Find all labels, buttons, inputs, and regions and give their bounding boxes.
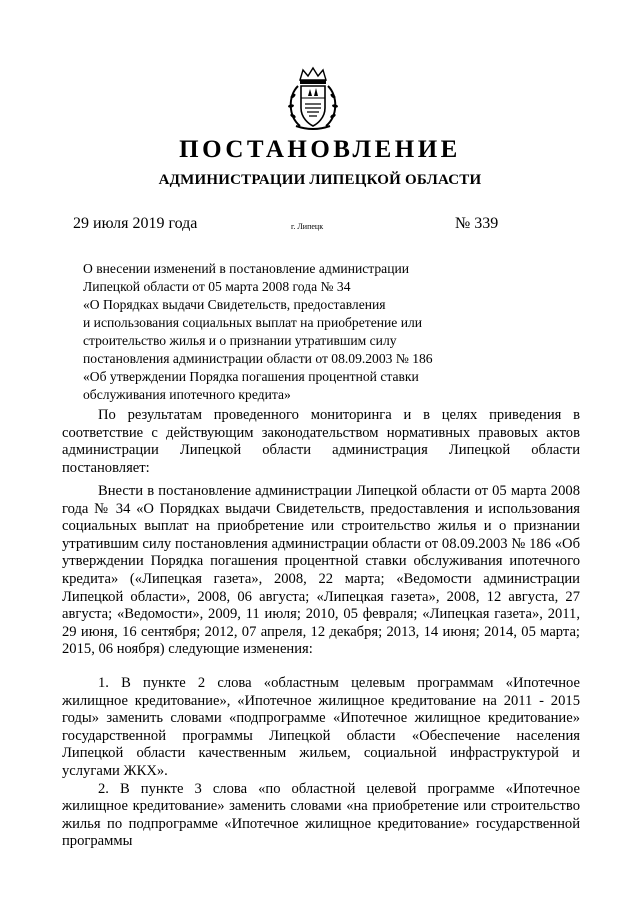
subject-line: «О Порядках выдачи Свидетельств, предоставления [83, 297, 386, 312]
paragraph-main: Внести в постановление администрации Липецкой области от 05 марта 2008 года № 34 «О Порядках выдачи Свидетельств, предоставления и использования социальных выплат на приобретение или строительство жилья и о признании утратившим силу постановления администрации области от 08.09.2003 № 186 «Об утверждении Порядка погашения процентной ставки обслуживания ипотечного кредита» («Липецкая газета», 2008, 22 марта; «Ведомости администрации Липецкой области», 2008, 06 августа; «Липецкая газета», 2008, 12 августа, 27 августа; «Ведомости», 2009, 11 июля; 2010, 05 февраля; «Липецкая газета», 2011, 29 июня, 16 сентября; 2012, 07 апреля, 12 декабря; 2013, 14 июня; 2014, 05 марта; 2015, 06 ноября) следующие изменения: [62, 483, 580, 658]
document-subtitle: АДМИНИСТРАЦИИ ЛИПЕЦКОЙ ОБЛАСТИ [158, 172, 482, 188]
document-title: ПОСТАНОВЛЕНИЕ [179, 136, 461, 163]
body-items [62, 675, 580, 851]
body-intro [62, 407, 580, 477]
subject-line: О внесении изменений в постановление администрации [83, 261, 410, 276]
subject-line: постановления администрации области от 08.09.2003 № 186 [83, 351, 433, 366]
document-number: № 339 [455, 215, 499, 232]
coat-of-arms-icon [286, 66, 340, 132]
subject-line: обслуживания ипотечного кредита» [83, 387, 291, 402]
body-main [62, 483, 580, 659]
paragraph-item-2: 2. В пункте 3 слова «по областной целевой программе «Ипотечное жилищное кредитование» заменить словами «на приобретение или строительство жилья по подпрограмме «Ипотечное жилищное кредитование» государственной программы [62, 780, 580, 850]
paragraph-intro: По результатам проведенного мониторинга и в целях приведения в соответствие с действующим законодательством нормативных правовых актов администрации Липецкой области администрация Липецкой области постановляет: [62, 407, 580, 476]
document-subject [83, 260, 543, 404]
subject-line: Липецкой области от 05 марта 2008 года № 34 [83, 279, 351, 294]
subject-line: строительство жилья и о признании утратившим силу [83, 333, 397, 348]
document-city: г. Липецк [291, 222, 324, 231]
paragraph-item-1: 1. В пункте 2 слова «областным целевым программам «Ипотечное жилищное кредитование», «Ипотечное жилищное кредитование на 2011 - 2015 годы» заменить словами «подпрограмме «Ипотечное жилищное кредитование» государственной программы Липецкой области «Обеспечение населения Липецкой области качественным жильем, социальной инфраструктурой и услугами ЖКХ». [62, 675, 580, 779]
document-date: 29 июля 2019 года [73, 215, 198, 232]
subject-line: и использования социальных выплат на приобретение или [83, 315, 423, 330]
subject-line: «Об утверждении Порядка погашения процентной ставки [83, 369, 419, 384]
